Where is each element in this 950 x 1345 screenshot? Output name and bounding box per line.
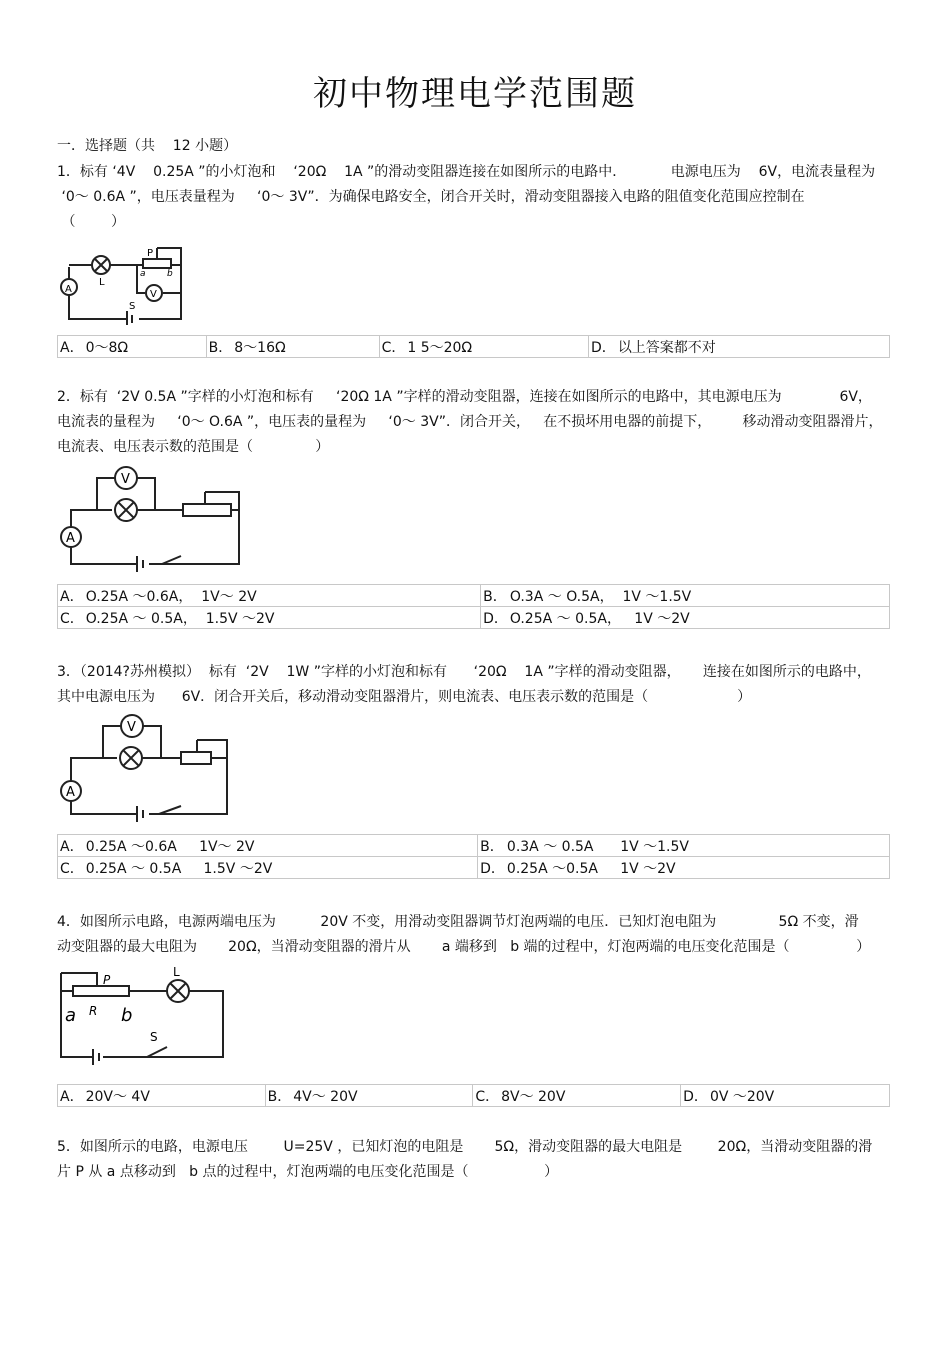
switch-label: S (150, 1030, 158, 1044)
option-a: O.25A ～0.6A， 1V～ 2V (84, 585, 481, 607)
option-c: O.25A ～ 0.5A， 1.5V ～2V (84, 607, 481, 629)
section-heading: 一．选择题（共 12 小题） (57, 138, 238, 154)
option-d: 0.25A ～0.5A 1V ～2V (505, 857, 890, 879)
voltmeter-label: V (127, 720, 136, 735)
question-2 (57, 385, 892, 460)
option-a-label: A． (58, 1085, 84, 1107)
option-c-label: C． (58, 857, 84, 879)
option-a: 0.25A ～0.6A 1V～ 2V (84, 835, 478, 857)
end-a-label: a (65, 1005, 77, 1026)
voltmeter-label: V (150, 289, 157, 300)
ammeter-label: A (65, 284, 72, 295)
question-line: 片 P 从 a 点移动到 b 点的过程中，灯泡两端的电压变化范围是（ ） (57, 1164, 559, 1180)
question-line: ‘0～ 0.6A ”，电压表量程为 ‘0～ 3V”．为确保电路安全，闭合开关时，滑动变阻器接入电路的阻值变化范围应控制在 (57, 189, 805, 205)
option-b: 4V～ 20V (291, 1085, 473, 1107)
question-line: 3．（2014?苏州模拟） 标有 ‘2V 1W ”字样的小灯泡和标有 ‘20Ω 1A ”字样的滑动变阻器， 连接在如图所示的电路中， (57, 664, 871, 680)
option-b-label: B． (206, 336, 232, 358)
circuit-figure-3 (57, 710, 237, 826)
ammeter-label: A (66, 785, 75, 800)
question-line: 电流表的量程为 ‘0～ O.6A ”，电压表的量程为 ‘0～ 3V”．闭合开关， 在不损坏用电器的前提下， 移动滑动变阻器滑片， (57, 414, 883, 430)
question-line: 1．标有 ‘4V 0.25A ”的小灯泡和 ‘20Ω 1A ”的滑动变阻器连接在如图所示的电路中． 电源电压为 6V，电流表量程为 (57, 164, 876, 180)
circuit-figure-1 (57, 243, 192, 325)
end-b-label: b (167, 269, 173, 279)
option-b-label: B． (265, 1085, 291, 1107)
lamp-label: L (99, 277, 105, 288)
question-line: 电流表、电压表示数的范围是（ ） (57, 439, 330, 455)
option-d: O.25A ～ 0.5A， 1V ～2V (508, 607, 890, 629)
question-1 (57, 160, 892, 235)
option-c: 0.25A ～ 0.5A 1.5V ～2V (84, 857, 478, 879)
slider-label: P (103, 973, 111, 987)
option-a: 0～8Ω (84, 336, 207, 358)
slider-label: P (147, 248, 154, 259)
option-a-label: A． (58, 585, 84, 607)
option-c: 8V～ 20V (499, 1085, 681, 1107)
question-line: 其中电源电压为 6V．闭合开关后，移动滑动变阻器滑片，则电流表、电压表示数的范围是（ ） (57, 689, 752, 705)
option-d-label: D． (681, 1085, 708, 1107)
option-a-label: A． (58, 835, 84, 857)
options-q3 (57, 834, 890, 879)
option-c-label: C． (379, 336, 405, 358)
options-q1 (57, 335, 890, 358)
end-b-label: b (121, 1005, 133, 1026)
circuit-figure-4 (57, 963, 232, 1073)
circuit-figure-2 (57, 462, 247, 580)
option-d-label: D． (481, 607, 508, 629)
options-q4 (57, 1084, 890, 1107)
switch-label: S (129, 301, 136, 312)
option-b: 8～16Ω (232, 336, 379, 358)
question-line: （ ） (57, 214, 126, 230)
ammeter-label: A (66, 531, 75, 546)
voltmeter-label: V (121, 472, 130, 487)
option-d-label: D． (478, 857, 505, 879)
option-b-label: B． (478, 835, 505, 857)
option-d-label: D． (589, 336, 616, 358)
option-c-label: C． (473, 1085, 499, 1107)
option-b: 0.3A ～ 0.5A 1V ～1.5V (505, 835, 890, 857)
option-a-label: A． (58, 336, 84, 358)
option-b-label: B． (481, 585, 508, 607)
options-q2 (57, 584, 890, 629)
option-b: O.3A ～ O.5A， 1V ～1.5V (508, 585, 890, 607)
resistor-label: R (89, 1004, 98, 1018)
option-d: 0V ～20V (708, 1085, 890, 1107)
question-line: 2．标有 ‘2V 0.5A ”字样的小灯泡和标有 ‘20Ω 1A ”字样的滑动变阻器，连接在如图所示的电路中，其电源电压为 6V， (57, 389, 872, 405)
end-a-label: a (140, 269, 146, 279)
question-4 (57, 910, 892, 960)
question-line: 动变阻器的最大电阻为 20Ω，当滑动变阻器的滑片从 a 端移到 b 端的过程中，灯泡两端的电压变化范围是（ ） (57, 939, 871, 955)
option-d: 以上答案都不对 (616, 336, 890, 358)
option-c: 1 5～20Ω (405, 336, 588, 358)
question-line: 4．如图所示电路，电源两端电压为 20V 不变，用滑动变阻器调节灯泡两端的电压．已知灯泡电阻为 5Ω 不变，滑 (57, 914, 859, 930)
question-5 (57, 1135, 892, 1185)
question-line: 5．如图所示的电路，电源电压 U=25V ，已知灯泡的电阻是 5Ω，滑动变阻器的最大电阻是 20Ω，当滑动变阻器的滑 (57, 1139, 873, 1155)
question-3 (57, 660, 892, 710)
page-title: 初中物理电学范围题 (313, 74, 637, 114)
option-a: 20V～ 4V (84, 1085, 266, 1107)
option-c-label: C． (58, 607, 84, 629)
lamp-label: L (173, 965, 180, 979)
